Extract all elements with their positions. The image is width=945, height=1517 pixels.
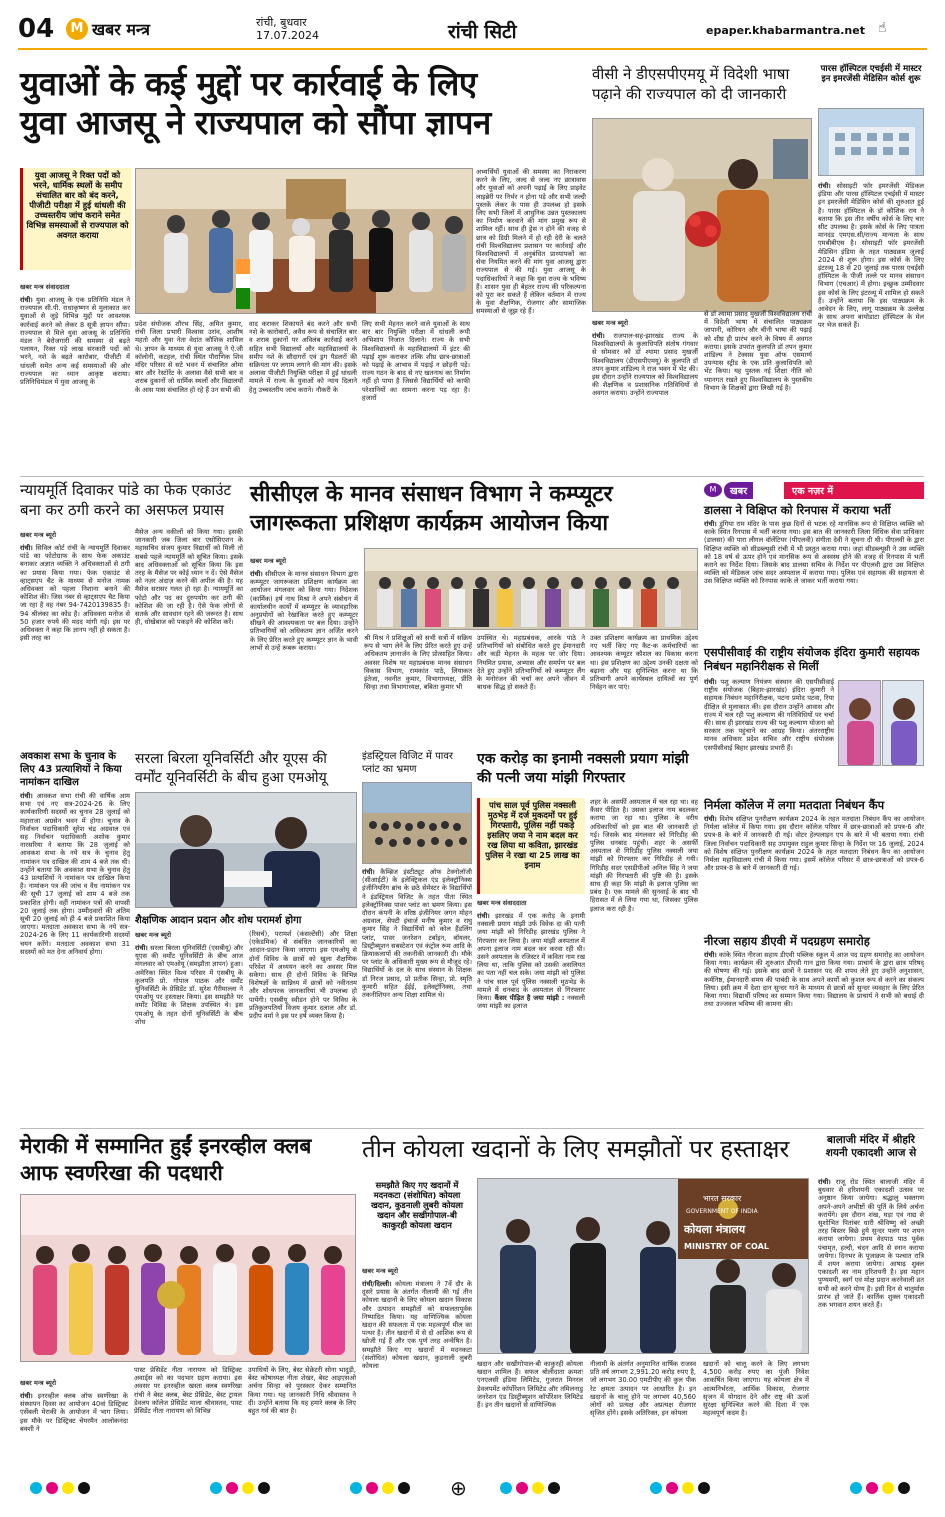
registration-dot [532, 1482, 544, 1494]
eknazar-badge: एक नज़र में [784, 482, 924, 499]
story5-body-col1 [250, 570, 358, 744]
story4-headline: न्यायमूर्ति दिवाकर पांडे का फेक एकाउंट बना कर ठगी करने का असफल प्रयास [20, 481, 232, 519]
story11-headline: एसपीसीवाई की राष्ट्रीय संयोजक इंदिरा कुमारी सहायक निबंधन महानिरीक्षक से मिलीं [704, 646, 920, 673]
story10-body-text: डुंगिया राम मंदिर के पास कुछ दिनों से भटक रहे मानसिक रूप से विक्षिप्त व्यक्ति को काके स्थित रिनपास में भर्ती कराया गया। इस बात की जानकारी जिला विधिक सेवा प्राधिकार (डालसा) की पारा लीगल वॉलेंटियर (पीएलवी) संगीता देवी ने सूचना दी थी। पीएलवी के द्वारा विक्षिप्त व्यक्ति को सीडब्ल्यूसी रांची में भी प्रस्तुत कराया गया। जहां सीडब्ल्यूसी ने उस व्यक्ति को 18 वर्ष से ऊपर होने एवं मानसिक रूप से अस्वस्थ होने की वजह से रिनपास में भर्ती कराने का निर्देश दिया। जिसके बाद डालसा सचिव के निर्देश पर पीएलवी द्वारा उस विक्षिप्त व्यक्ति को मेडिकल जांच सदर अस्पताल में कराया गया। पुलिस एवं सहायक की सहायता से उस विक्षिप्त व्यक्ति को रिनपास काके ले जाकर भर्ती कराया गया। [704, 520, 924, 586]
story5-body-col4: उक्त प्रशिक्षण कार्यक्रम का प्राथमिक उद्देश्य नए भर्ती किए गए कैट-क कर्मचारियों का आवश्यक कंप्यूटर कौशल का विकास करना था। इस प्रशिक्षण का उद्देश्य उनकी दक्षता को बढ़ाना और यह सुनिश्चित करना था कि प्रतिभागी अपने कार्यस्थल दायित्वों का पूर्ण निर्वहन कर पाएं। [590, 634, 698, 692]
story6-body [20, 792, 130, 1124]
story16-headline: बालाजी मंदिर में श्रीहरि शयनी एकादशी आज से [825, 1134, 917, 1159]
story14-body-col2: पास्ट प्रेसिडेंट नीता नारायण को डिस्ट्रिक्ट अवार्ड्स को का पदभार ग्रहण कराया। इस अवसर पर इनरव्हील खस्ता क्लब स्वर्णरेखा रांची ने बेस्ट क्लब, बेस्ट प्रेसिडेंट, बेस्ट ट्रायल डेवलप कॉलेज प्रेसिडेंट माला श्रीवास्तव, पास्ट प्रेसिडेंट नीता नारायण को विभिन्न [134, 1366, 242, 1416]
story8-photo [362, 782, 472, 864]
story2-body-col1 [592, 332, 698, 470]
story3-body [818, 182, 924, 470]
story8-dateline: रांची। [362, 868, 375, 876]
story3-headline: पारस हॉस्पिटल एचईसी में मास्टर इन इमरजेंसी मेडिसिन कोर्स शुरू [820, 64, 922, 84]
story5-byline: खबर मन्त्र ब्यूरो [250, 557, 287, 565]
story12-headline-box [704, 798, 924, 812]
story1-dateline: रांची। [20, 296, 33, 304]
section-title: रांची सिटी [448, 21, 517, 43]
story14-dateline: रांची। [20, 1392, 33, 1400]
story12-body-text: विशेष संक्षिप्त पुनरीक्षण कार्यक्रम 2024 के तहत मतदाता निबंधन कैंप का आयोजन निर्मला कॉलेज में किया गया। इस दौरान कॉलेज परिसर में छात्र-छात्राओं को प्रपत्र-6 और प्रपत्र-8 के बारे में जानकारी दी गई। वोटर हेल्पलाइन एप के बारे में भी बताया गया। रांची जिला निर्वाचन पदाधिकारी सह उपायुक्त राहुल कुमार सिन्हा के निर्देश पर 16 जुलाई, 2024 को विशेष संक्षिप्त पुनरीक्षण कार्यक्रम 2024 के तहत मतदाता निबंधन कैंप का आयोजन निर्मला महाविद्यालय रांची में किया गया। इसमें कॉलेज परिसर में छात्र-छात्राओं को प्रपत्र-6 और प्रपत्र-8 के बारे में जानकारी दी गई। [704, 815, 924, 873]
story6-headline: अवकाश सभा के चुनाव के लिए 43 प्रत्याशियों ने किया नामांकन दाखिल [20, 751, 122, 788]
story14-body-col1 [20, 1392, 128, 1468]
story16-body-text: राजू रोड स्थित बालाजी मंदिर में बुधवार से हरिशयनी एकादशी उत्सव पर अनुष्ठान किया जायेगा। श्रद्धालु भक्तगण अपने-अपने अभीष्टों की पूर्ति के लिये अर्चना करायेंगे। इस दौरान शंख, घड़ा एवं नाद्य से सुशोभित पितांबर धारी श्रीविष्णु को अच्छी तरह बिस्तर बिछे हुये सुन्दर पलंग पर शयन कराया जायेगा। प्रथम वेदपाठ पाठ पूर्वक पंचामृत, हल्दी, चंदन आदि से स्नान कराया जायेगा। दिनभर के पूजाक्रम के पश्चात रात्रि में शयन कराया जायेगा। आषाढ़ शुक्ल एकादशी का नाम हरिशयनी है। इस महान पुण्यमयी, स्वर्ग एवं मोक्ष प्रदान करनेवाली व्रत सभी को करने योग्य है। इसी दिन से चातुर्मास प्रारंभ हो जाते हैं। कार्तिक शुक्ल एकादशी तक भगवान शयन करते हैं। [818, 1178, 924, 1310]
story9-headline-box [477, 750, 699, 788]
story9-body-col1-text: झारखंड में एक करोड़ के इनामी नक्सली प्रयाग मांझी उर्फ विवेक दा की पत्नी जया मांझी को गिरिडीह झारखंड पुलिस ने गिरफ्तार कर लिया है। जया मांझी अस्पताल में अपना इलाज नाम बदल कर करवा रही थी। उसने अस्पताल के रजिस्टर में कविता नाम रख लिया था, ताकि पुलिस को उसकी असलियत का पता नहीं चल सके। जया मांझी को पुलिस ने पांच साल पूर्व पुलिस नक्सली मुठभेड़ के मामले में धनबाद के अस्पताल से गिरफ्तार किया। [477, 912, 585, 1003]
masthead-dateline [256, 16, 319, 42]
story15-headline-box [362, 1134, 810, 1164]
story16-headline-box [818, 1134, 924, 1160]
story1-body-col1 [20, 296, 130, 470]
story9-headline: एक करोड़ का इनामी नक्सली प्रयाग मांझी की पत्नी जया मांझी गिरफ्तार [477, 751, 689, 786]
registration-dot [62, 1482, 74, 1494]
registration-dot [866, 1482, 878, 1494]
story11-body-text: पशु कल्याण नियंत्रण संस्थान की एसपीसीवाई राष्ट्रीय संयोजक (बिहार-झारखंड) इंदिरा कुमारी ने सहायक निबंधन महानिरीक्षक, पटना प्रमोद पटवा, रिया दीक्षित से मुलाकात की। इस दौरान उन्होंने आवास और राज्य में चल रही पशु कल्याण की गतिविधियों पर चर्चा की। साथ ही झारखंड राज्य की पशु कल्याण योजना को सरकार तक पहुंचाने का आग्रह किया। अंतरराष्ट्रीय मानव अधिकार प्रदेश सचिव और राष्ट्रीय संयोजक एसपीसीवाई बिहार झारखंड प्रभारी हैं। [704, 678, 834, 752]
registration-dot [850, 1482, 862, 1494]
story11-photo-1 [838, 680, 881, 766]
story2-body-col2: से डॉ श्यामा प्रसाद मुखर्जी विश्वविद्यालय रांची में विदेशी भाषा में संचालित पाठ्यक्रम जापानी, कोरियन और चीनी भाषा की पढ़ाई को शीघ्र ही प्रारंभ करने के विषय में अवगत कराया। इसके उपरांत कुलपति डॉ तपन कुमार शांडिल्य ने टेक्सस युवा ऑफ एसमार्ग्य उपन्यास स्ट्रीड के एक प्रति कुलाधिपति को भेंट किया। यह पुस्तक नई शिक्षा नीति को ध्यानगत रखते हुए विश्वविद्यालय के पुस्तकीय विभाग के शिक्षकों द्वारा लिखी गई है। [704, 310, 812, 392]
khabar-badge: खबर [724, 482, 753, 499]
story9-byline: खबर मन्त्र संवाददाता [477, 899, 527, 907]
story5-dateline: रांची। [250, 570, 263, 578]
story4-body-col1 [20, 544, 130, 744]
story13-body [704, 951, 924, 1121]
divider [20, 476, 924, 477]
story10-dateline: रांची। [704, 520, 717, 528]
eknazar-bar [704, 482, 924, 498]
story2-byline: खबर मन्त्र ब्यूरो [592, 319, 629, 327]
brand-name: खबर मन्त्र [92, 20, 150, 39]
story8-headline: इंडस्ट्रियल विजिट में पावर प्लांट का भ्रमण [362, 751, 453, 775]
story5-body-col3: उपस्थित थे। महाप्रबंधक, आरके पाठे ने प्रतिभागियों को संबोधित करते हुए ईमानदारी और कड़ी मेहनत के महत्व पर जोर दिया। नियमित प्रयास, अभ्यास और समर्पण पर बल देते हुए उन्होंने प्रतिभागियों को कम्प्यूटर लैंग के मनोरंजन की चर्चा कर अपने जीवन में बाधक सिद्ध हो सकते हैं। [477, 634, 585, 692]
city-day: रांची, बुधवार [256, 16, 307, 29]
story1-body-col3: वाद कराकर शिकायतें बंद करने और सभी नशे के कारोबारों, अवैध रूप से संचालित बार व शराब दुकानों पर अविलंब कार्रवाई करने सहित सभी विद्यालयों और महाविद्यालयों के समीप नशे के सौदागरों एवं ड्रग पैडलरों की सक्रियता पर लगाम लगाने की मांग की। इसके अलावा पीजीटी नियुक्ति परीक्षा में हुई धांधली मामले में राज्य के युवाओं को न्याय दिलाने हेतु उच्चस्तरीय जांच कराने। नौकरी के [249, 320, 357, 394]
registration-dot [366, 1482, 378, 1494]
story1-body-col5: अभ्यर्थियों युवाओं की समस्या का निराकरण करने के लिए, जल्द से जल्द नए छात्रावास और युवाओं को अपनी पढ़ाई के लिए प्राइवेट लाइब्रेरी पर निर्भर न होना पड़े और सभी जल्दी पुस्तकें लेकर के पास ही उपलब्ध हो इसके लिए सभी जिलों में आधुनिक उन्नत पुस्तकालय का निर्माण करवाने की मांग प्रमुख रूप से शामिल रहीं। साथ ही ड्रेस न होने की वजह से छात्र को डिग्री मिलने में हो रही देरी के चलते रांची विश्वविद्यालय प्रशासन पर कार्रवाई और विश्वविद्यालयों में अनुबंधित प्राध्यापकों का सेवा नियमित करने की मांग युवा आजसू द्वारा राज्यपाल से की गई। युवा आजसू के पदाधिकारियों ने कहा कि युवा राज्य के भविष्य हैं। शासन युवा ही बेहतर राज्य की परिकल्पना को पूरा कर सकते हैं लेकिन वर्तमान में राज्य के युवा शैक्षणिक, रोजगार और सामाजिक समस्याओं से जूझ रहे हैं। [476, 168, 586, 316]
story5-body-col1-text: सीसीएल के मानव संसाधन विभाग द्वारा कम्प्यूटर जागरूकता प्रशिक्षण कार्यक्रम का आयोजन मंगलवार को किया गया। निदेशक (कार्मिक) हर्ष नाथ मिश्रा ने अपने संबोधन में कार्यालयीन कार्यों में कम्प्यूटर के व्यावहारिक अनुप्रयोगों को रेखांकित करते हुए कम्प्यूटर सीखने की आवश्यकता पर बल दिया। उन्होंने प्रतिभागियों को अधिकतम ज्ञान अर्जित करने के लिए प्रेरित करते हुए कम्प्यूटर ज्ञान के भावी लाभों से उन्हें रूबरू कराया। [250, 570, 358, 652]
coal-banner-line1: भारत सरकार [703, 1194, 742, 1203]
registration-dot [226, 1482, 238, 1494]
story13-dateline: रांची। [704, 951, 717, 959]
story15-body-col1-text: कोयला मंत्रालय ने 7वें दौर के दूसरे प्रयास के अंतर्गत नीलामी की गई तीन कोयला खदानों के लिए कोयला खदान विकास और उत्पादन समझौतों को सफलतापूर्वक निष्पादित किया। यह वाणिज्यिक कोयला खदान की सफलता में एक महत्वपूर्ण मील का पत्थर है। तीन खदानों में से दो आंशिक रूप से खोजी गई हैं और एक पूर्ण तरह अन्वेषित है। समझौते किए गए खदानों में मदनकटा (संशोधित) कोयला खदान, कुडनाली लुबरी कोयला [362, 1280, 472, 1371]
coal-banner-line2: GOVERNMENT OF INDIA [686, 1208, 758, 1215]
story3-body-text: सोसाइटी फॉर इमरजेंसी मेडिकल इंडिया और पारस हॉस्पिटल एचईसी में मास्टर इन इमरजेंसी मेडिसिन कोर्स की शुरुआत हुई है। पारस हॉस्पिटल के डॉ कौशिक राय ने बताया कि इस तीन वर्षीय कोर्स के लिए चार सीट उपलब्ध है। इसके कोर्स के लिए पात्रता मानदंड एमएस.सी/राज्य मान्यता के साथ एमबीबीएस है। सोसाइटी फॉर इमरजेंसी मेडिसिन इंडिया के तहत पाठ्यक्रम जुलाई 2024 से शुरू होगा। इस कोर्स के लिए इंटरव्यू 18 से 20 जुलाई तक पारस एचईसी हॉस्पिटल के पीजी तल्ले पर मानव संसाधन विभाग (एचआर) में होगा। इच्छुक उम्मीदवार इस कोर्स के लिए इंटरव्यू में शामिल हो सकते हैं। उन्होंने बताया कि इस पाठ्यक्रम के आवेदन के लिए, लागू पाठ्यक्रम के उल्लेख के साथ अपना बायोडाटा हॉस्पिटल के मेल पर भेज सकते हैं। [818, 182, 924, 330]
story7-photo [135, 792, 357, 908]
story8-headline-box [362, 750, 472, 776]
divider [20, 1128, 924, 1129]
registration-dot [650, 1482, 662, 1494]
story9-caption: कैंसर पीड़ित है जया मांझी : [494, 994, 565, 1003]
registration-dot [46, 1482, 58, 1494]
registration-dot [210, 1482, 222, 1494]
story7-caption-box [135, 912, 357, 926]
coal-banner-line4: MINISTRY OF COAL [684, 1242, 769, 1251]
registration-dot [242, 1482, 254, 1494]
story11-dateline: रांची। [704, 678, 717, 686]
story13-headline: नीरजा सहाय डीएवी में पदग्रहण समारोह [704, 934, 870, 948]
story15-byline: खबर मन्त्र ब्यूरो [362, 1267, 399, 1275]
registration-dot [30, 1482, 42, 1494]
registration-dot [78, 1482, 90, 1494]
story1-headline-line2: युवा आजसू ने राज्यपाल को सौंपा ज्ञापन [20, 103, 491, 142]
story1-body-col2: प्रदेश संयोजक शौरभ सिंह, अमित कुमार, रांची जिला प्रभारी विश्वास उरांव, आशीष महतो और युवा नेता वेदांत कौशिक शामिल थे। ज्ञापन के माध्यम से युवा आजसू ने ऐ.जी कॉलोनी, कटहल, रांची स्थित पौराणिक शिव मंदिर परिसर से सटे भवन में संचालित ओमा बार और रेस्टोरेंट के अलावा वैसे सभी बार व शराब दुकानों जो धार्मिक स्थलों और विद्यालयों के आस पास संचालित हो रहे हैं उन सभी की [135, 320, 243, 394]
story11-body [704, 678, 834, 796]
story9-dateline: रांची। [477, 912, 490, 920]
story10-headline-box [704, 503, 924, 517]
story2-headline: वीसी ने डीएसपीएमयू में विदेशी भाषा पढ़ाने की राज्यपाल को दी जानकारी [592, 65, 790, 103]
story7-photo-caption: शैक्षणिक आदान प्रदान और शोध परामर्श होगा [135, 915, 302, 926]
issue-date: 17.07.2024 [256, 29, 319, 42]
story3-dateline: रांची। [818, 182, 831, 190]
registration-dot [516, 1482, 528, 1494]
registration-dot [548, 1482, 560, 1494]
story7-dateline: रांची। [135, 944, 148, 952]
story8-body [362, 868, 472, 1124]
epaper-link[interactable]: epaper.khabarmantra.net [706, 24, 865, 37]
story2-headline-box [592, 64, 812, 104]
story7-body-col2: (रिसर्च), परामर्श (कंसल्टेंसी) और शिक्षा (एकेडमिक) से संबंधित जानकारियों का आदान-प्रदान किया जाएगा। इस एमओयू से दोनों विविध के छात्रों को खुला शैक्षणिक परिवेश में अध्ययन करने का अवसर मिल सकेगा। साथ ही दोनों विविध के विभिन्न विशेषज्ञों के सान्निध्य में छात्रों को नवीनतम और शोधपरक जानकारियां भी उपलब्ध हो पायेंगी। एसबीयू स्वीडन होने पर विविध के प्रतिकुलपतियों विजय कुमार दलाल और डॉ. प्रदीप वर्मा ने इस पर हर्ष व्यक्त किया है। [249, 930, 357, 1021]
story1-body-col1-text: युवा आजसू के एक प्रतिनिधि मंडल ने राज्यपाल सी.पी. राधाकृष्णन से मुलाकात कर युवाओं से जुड़े विभिन्न मुद्दों पर आवश्यक कार्रवाई करने को लेकर 8 सूत्री ज्ञापन सौंपा। राज्यपाल से मिले युवा आजसू के प्रतिनिधि मंडल ने बेरोजगारी की समस्या से बढ़ते पलायन, रिक्त पड़े लाख सरकारी पदों को भरने, नशे के बढ़ते कारोबार, पीजीटी में धांधली समेत अन्य कई समस्याओं की ओर राज्यपाल का ध्यान आकृष्ट कराया। प्रतिनिधिमंडल में युवा आजसू के [20, 296, 130, 387]
story4-headline-box [20, 480, 248, 520]
masthead [18, 12, 927, 50]
registration-dot [698, 1482, 710, 1494]
registration-dot [258, 1482, 270, 1494]
story1-photo [135, 168, 473, 314]
story2-photo [592, 118, 812, 312]
story15-body-col4: खदानों को चालू करने के लिए लगभग 4,500 करोड़ रुपए का पूंजी निवेश आकर्षित किया जाएगा। यह कोयला क्षेत्र में आत्मनिर्भरता, आर्थिक विकास, रोजगार सृजन में योगदान देने और राष्ट्र की ऊर्जा सुरक्षा सुनिश्चित करने की दिशा में एक महत्वपूर्ण कदम है। [703, 1360, 809, 1418]
story14-body-col1-text: इनरव्हील क्लब ऑफ स्वर्णरेखा के संस्थापन दिवस का आयोजन 40वां डिस्ट्रिक्ट एसेंबली मेराकी के आयोजन में भाग लिया। इस मौके पर डिस्ट्रिक्ट चेयरमैन आलोकनंदा बक्शी ने [20, 1392, 128, 1433]
story4-body-col2: मैसेज अन्य वकीलों को किया गया। इसकी जानकारी जब जिला बार एसोसिएशन के महासचिव संजय कुमार विद्यार्थी को मिली तो सबसे पहले न्यायमूर्ति को सूचित किया। इसके बाद अधिवक्ताओं को सूचित किया कि इस तरह के मैसेज पर कोई ध्यान न दें। ऐसे मैसेज को नज़र अंदाज़ करने की अपील की है। यह मैसेज सरासर गलत हो रहा है। न्यायमूर्ति का फोटो और पद का दुरुपयोग कर ठगी की कोशिश की जा रही है। ऐसे फेक लोगों से सतर्क और सावधान रहने की जरूरत है। साथ ही, धोखेबाज को पकड़ने की कोशिश करें। [135, 528, 243, 627]
story14-body-col3: उपाधियों के लिए, बेस्ट सेक्रेटरी सोना भादुड़ी, बेस्ट कोषाध्यक्ष नीता शेखर, बेस्ट आइएसओ अर्चना सिन्हा को पुरस्कार देकर सम्मानित किया गया। यह जानकारी निधि श्रीवास्तव ने दी। उन्होंने बताया कि यह हमारे क्लब के लिए बहुत गर्व की बात है। [248, 1366, 356, 1416]
story3-headline-box [818, 64, 924, 84]
coal-banner-line3: कोयला मंत्रालय [684, 1223, 746, 1236]
story15-body-col3: नीलामी के अंतर्गत अनुमानित वार्षिक राजस्व प्रति वर्ष लगभग 2,991.20 करोड़ रुपए है, जो लगभग 30.00 एमटीपीए की कुल पीक रेट क्षमता उत्पादन पर आधारित है। इन खदानों के चालू होने पर लगभग 40,560 लोगों को प्रत्यक्ष और अप्रत्यक्ष रोजगार सृजित होंगे। इसके अतिरिक्त, इन कोयला [590, 1360, 696, 1418]
brand-logo-icon: M [66, 18, 88, 40]
story14-headline: मेराकी में सम्मानित हुईं इनरव्हील क्लब आफ स्वर्णरेखा की पदधारी [20, 1133, 312, 1185]
story15-headline: तीन कोयला खदानों के लिए समझौतों पर हस्ताक्षर [362, 1135, 790, 1163]
story5-photo [364, 548, 698, 630]
story6-dateline: रांची। [20, 792, 33, 800]
story16-dateline: रांची। [818, 1178, 831, 1186]
brand-logo-icon: M [704, 483, 722, 497]
story1-highlight: युवा आजसू ने रिक्त पदों को भरने, धार्मिक स्थलों के समीप संचालित बार को बंद करने, पीजीटी परीक्षा में हुई धांधली की उच्चस्तरीय जांच कराने समेत विभिन्न समस्याओं से राज्यपाल को अवगत कराया [20, 168, 132, 270]
registration-dot [682, 1482, 694, 1494]
story14-photo [20, 1194, 356, 1362]
registration-dot [898, 1482, 910, 1494]
page-number: 04 [18, 14, 55, 44]
registration-dot [382, 1482, 394, 1494]
story11-photo-2 [882, 680, 924, 766]
registration-dot [350, 1482, 362, 1494]
story8-body-text: कैम्ब्रिज इंस्टीट्यूट ऑफ टेक्नोलॉजी (सीआईटी) के इलेक्ट्रिकल एंड इलेक्ट्रॉनिक्स इंजीनियरिंग ब्रांच के छठे सेमेस्टर के विद्यार्थियों ने इंडस्ट्रियल विजिट के तहत पीता स्थित इलेक्ट्रॉनिक्स पावर प्लांट का भ्रमण किया। इस दौरान कंपनी के वरिष्ठ इंजीनियर जगन मोहन अग्रवाल, सेफ्टी इंचार्ज मनीष कुमार व राघु कुमार सिंह ने विद्यार्थियों को कोल हैंडलिंग प्लांट, पावर जनरेशन टर्बाइन, बॉयलर, डिस्ट्रीब्यूशन सबस्टेशन एवं कंट्रोल रूम आदि के क्रियाकलापों की तकनीकी जानकारी दी। मौके पर प्लांट के अधिकारी मुख्य रूप से मौजूद रहे। विद्यार्थियों के दल के साथ संस्थान के शिक्षक डॉ निरज प्रसाद, प्रो प्रतीक सिन्हा, प्रो. स्मृति कुमारी सहित ईईई, इलेक्ट्रॉनिक्स, तथा तकनीशियन अन्य शिक्षा शामिल थे। [362, 868, 472, 1000]
story7-headline: सरला बिरला यूनिवर्सिटी और यूएस की वर्मोंट यूनिवर्सिटी के बीच हुआ एमओयू [135, 751, 327, 786]
story16-body [818, 1178, 924, 1468]
story9-caption-rest: नक्सली जया मांझी का इलाज [477, 994, 585, 1011]
story15-photo [477, 1178, 809, 1354]
story13-headline-box [704, 934, 924, 948]
registration-dot [398, 1482, 410, 1494]
registration-dot [882, 1482, 894, 1494]
story5-headline-box [250, 480, 698, 538]
story14-headline-box [20, 1132, 356, 1186]
story7-body-col1 [135, 944, 243, 1124]
story1-body-col4: लिए सभी मेहनत करने वाले युवाओं के साथ बार बार नियुक्ति परीक्षा में धांधली रूपी अभिशाप निजात दिलाने। राज्य के सभी विश्वविद्यालयों के महाविद्यालयों में इंटर की पढ़ाई शुरू कराकर तत्कि शीघ्र छात्र-छात्राओं को पढ़ाई के आभाव में पढ़ाई न छोड़नी पड़े। राज्य गठन के बाद से नए खतनाथ का निर्माण नहीं हो पाया है जिससे विद्यार्थियों को काफी परेशानियों का सामना करना पड़ रहा है। हजारों [362, 320, 470, 402]
story10-headline: डालसा ने विक्षिप्त को रिनपास में कराया भर्ती [704, 503, 891, 517]
story15-body-col1 [362, 1280, 472, 1468]
story4-body-col1-text: सिविल कोर्ट रांची के न्यायमूर्ति दिवाकर पांडे का फोटोग्राफ के साथ फेक अकाउंट बनाकर अज्ञात व्यक्ति ने अधिवक्ताओं से ठगी का प्रयास किया गया। फेक एकाउंट से व्हाट्सएप चैट के माध्यम से मनोज नामक अधिवक्ता को पहला निशाना बनाने की कोशिश की। जिस नंबर से व्हाट्सएप चैट किया जा रहा है वह नंबर 94-7420139835 है। 94 श्रीलंका का कोड है। अधिवक्ता मनोज से 50 हजार रुपये की मदद मांगी गई। इस पर अधिवक्ता ने कहा कि ज्ञानप नहीं हो सकता है। इसी तरह का [20, 544, 130, 643]
story9-highlight: पांच साल पूर्व पुलिस नक्सली मुठभेड़ में दर्ज मुकदमों पर हुई गिरफ्तारी, पुलिस नहीं पकड़े इसलिए जया ने नाम बदल कर रख लिया था कविता, झारखंड पुलिस ने रखा था 25 लाख का इनाम [477, 798, 585, 894]
story5-body-col2: श्री मिश्र ने प्रशिक्षुओं को सभी सत्रों में सक्रिय रूप से भाग लेने के लिए प्रेरित करते हुए उन्हें अधिकतम ज्ञानार्जन के लिए प्रोत्साहित किया। अवसर विशेष पर महाप्रबंधक मानव संसाधन विकास विभाग, रामकांत पाठे, लियाकत इंतेजा, नवनीत कुमार, विभागाध्यक्ष, प्रीति सिन्हा तथा विभागाध्यक्ष, बबिता कुमार भी [364, 634, 472, 692]
story13-body-text: कांके स्थित नीरजा सहाय डीएवी पब्लिक स्कूल में आज पद ग्रहण समारोह का आयोजन किया गया। कार्यक्रम की शुरुआत डीएवी गान द्वारा किया गया। प्राचार्य के द्वारा छात्र परिषद् की घोषणा की गई। इसके बाद छात्रों ने प्रशासन पद की शपथ लेते हुए उन्होंने अनुशासन, कर्मनिष्ठ, ईमानदारी समय की पाबंदी के साथ अपने कार्यों को कुशल रूप से करने का संकल्प लिया। इसी क्रम में देशा दान सुन्दर गाने के माध्यम से छात्रों को सुन्दर व्यवहार के लिए प्रेरित किया गया। विद्यार्थी परिषद का सम्मान किया गया। विद्यालय के प्राचार्य ने सभी को बधाई दी तथा उज्जवल भविष्य की कामना की। [704, 951, 924, 1009]
story15-dateline: रांची/दिल्ली। [362, 1280, 392, 1288]
story15-body-col2: खदान और सखीगोपाल-बी काकुरही कोयला खदान शामिल हैं। सफल बोलीदाता क्रमशः एनएलसी इंडिया लिमिटेड, गुजरात मिनरल डेवलपमेंट कॉर्पोरेशन लिमिटेड और तमिलनाडु जनरेशन एंड डिस्ट्रीब्यूशन कॉर्पोरेशन लिमिटेड हैं। इन तीन खदानों से वाणिज्यिक [477, 1360, 583, 1410]
story1-headline [20, 64, 590, 142]
story2-body-col1-text: राजपाल-सह-झारखंड राज्य के विश्वविद्यालयों के कुलाधिपति संतोष गंगवार से सोमवार को डॉ श्यामा प्रसाद मुखर्जी विश्वविद्यालय (डीएसपीएमयू) के कुलपति डॉ तपन कुमार शांडिल्य ने राज भवन में भेंट की। इस दौरान उन्होंने राज्यपाल को विश्वविद्यालय की शैक्षणिक व प्रशासनिक गतिविधियों से अवगत कराया। उन्होंने राज्यपाल [592, 332, 698, 398]
story5-headline: सीसीएल के मानव संसाधन विभाग ने कम्प्यूटर जागरूकता प्रशिक्षण कार्यक्रम आयोजन किया [250, 481, 613, 536]
story12-dateline: रांची। [704, 815, 717, 823]
story14-byline: खबर मन्त्र ब्यूरो [20, 1379, 57, 1387]
story7-byline: खबर मन्त्र ब्यूरो [135, 931, 172, 939]
story11-headline-box [704, 646, 924, 674]
story6-headline-box [20, 750, 130, 789]
story4-byline: खबर मन्त्र ब्यूरो [20, 531, 57, 539]
story9-body-col2: शहर के असर्फी अस्पताल में चल रहा था। वह कैंसर पीड़ित है। उसका इलाज नाम बदलकर कराया जा रहा था। पुलिस के वरीय अधिकारियों को इस बात की जानकारी हो गई। जिसके बाद मंगलवार को गिरिडीह की पुलिस धनबाद पहुंची। शहर के असर्फी अस्पताल से गिरिडीह पुलिस नक्सली जया मांझी को गिरफ्तार कर गिरिडीह ले गयी। गिरिडीह सदर एसडीपीओ अनिल सिंह ने जया मांझी की गिरफ्तारी की पुष्टि की है। इसके साथ ही कहा कि मांझी के इलाज पुलिस का प्रबंध है। एक मामले की सुनवाई के बाद भी हिरासत में ले लिया गया था, जिसका पुलिस इलाज करा रही है। [590, 798, 698, 913]
story3-photo [818, 108, 924, 176]
story12-body [704, 815, 924, 931]
story4-dateline: रांची। [20, 544, 33, 552]
story7-body-col1-text: सरला बिरला यूनिवर्सिटी (एसबीयू) और यूएस की वर्मोंट यूनिवर्सिटी के बीच आज मंगलवार को एमओयू (समझौता ज्ञापन) हुआ। अमेरिका स्थित विश्व परिसर में एसबीयू के कुलपति प्रो. गोपाल पाठक और वर्मोंट यूनिवर्सिटी के प्रेसिडेंट डॉ. सुरेश गैरीमाल्ला ने एमओयू पर हस्ताक्षर किया। इस समझौते पर वर्मोंट विविद्य के शिक्षक उपस्थित थे। इस एमओयू के तहत दोनों यूनिवर्सिटी के बीच शोध [135, 944, 243, 1026]
registration-dot [666, 1482, 678, 1494]
crosshair-icon: ⊕ [450, 1476, 467, 1500]
story1-byline: खबर मन्त्र संवाददाता [20, 283, 70, 291]
story9-body-col1 [477, 912, 585, 1124]
story6-body-text: आवकश सभा रांची की वार्षिक आम सभा एवं नए सत्र-2024-26 के लिए कार्यकारिणी सदस्यों का चुनाव 28 जुलाई को महाराजा अग्रसेन भवन में होगा। चुनाव के निर्वाचन पदाधिकारी सुरेश चंद्र अग्रवाल एवं सह निर्वाचन पदाधिकारी अशोक कुमार नारसरिया ने बताया कि 28 जुलाई को आवकश सभा के नये सत्र के चुनाव हेतु नामांकन पत्र दाखिल की शाम 4 बजे तक थी। उन्होंने बताया कि अवकाश सभा के चुनाव हेतु 43 प्रत्याशियों ने नामांकन पत्र दाखिल किया है। नामांकन पत्र की जांच व वैध नामांकन पत्र की सूची 17 जुलाई को शाम 4 बजे तक प्रकाशित होगी। वहीं नामांकन पत्रों की वापसी 20 जुलाई तक होगा। उम्मीदवारों की अंतिम सूची 20 जुलाई को ही 4 बजे प्रकाशित किया जाएगा। मतदाता अवकाश सभा के नये सत्र- 2024-26 के लिए 11 कार्यकारिणी सदस्यों चयन करेंगे। मतदाता अवकाश सभा 31 सदस्यों को मत देना अनिवार्य होगा। [20, 792, 130, 956]
story2-dateline: रांची। [592, 332, 605, 340]
story15-highlight: समझौते किए गए खदानों में मदनकटा (संशोधित) कोयला खदान, कुडनाली लुबरी कोयला खदान और सखीगोपाल-बी काकुरही कोयला खदान [362, 1178, 472, 1254]
story10-body [704, 520, 924, 642]
story12-headline: निर्मला कॉलेज में लगा मतदाता निबंधन कैंप [704, 798, 885, 812]
footer-registration-marks [0, 1472, 945, 1512]
story1-headline-line1: युवाओं के कई मुद्दों पर कार्रवाई के लिए [20, 64, 477, 103]
story7-headline-box [135, 750, 357, 788]
registration-dot [500, 1482, 512, 1494]
pointer-icon: ☝ [878, 20, 887, 36]
